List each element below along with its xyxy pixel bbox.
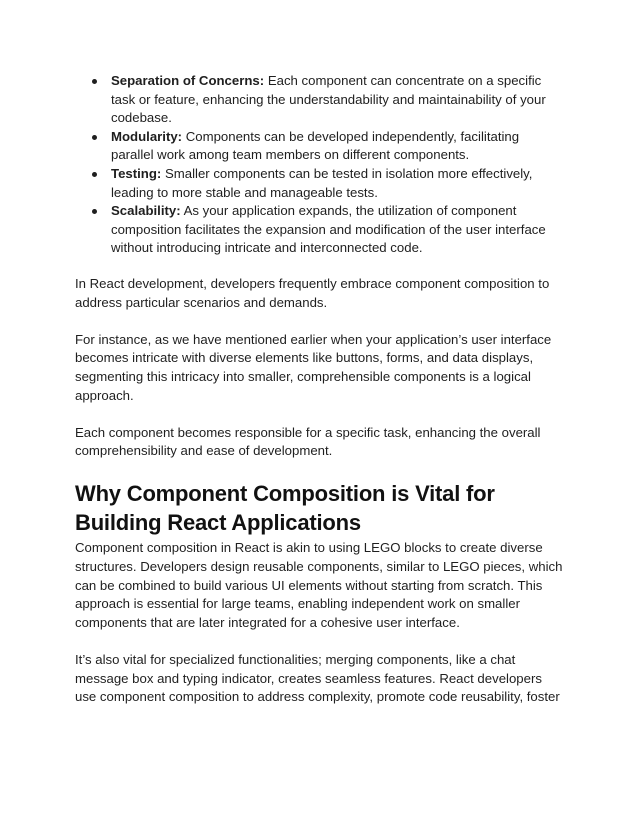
- bullet-term: Scalability:: [111, 203, 181, 219]
- page-content: [75, 72, 565, 725]
- list-item: [75, 72, 565, 128]
- list-item: [75, 128, 565, 165]
- benefits-list: [75, 72, 565, 258]
- bullet-text: Each component can concentrate on a specific task or feature, enhancing the understandability and maintainability of your codebase.: [111, 73, 546, 126]
- list-item: [75, 202, 565, 258]
- paragraph: In React development, developers frequently embrace component composition to address particular scenarios and demands.: [75, 275, 550, 310]
- bullet-icon: [92, 209, 97, 214]
- paragraph: For instance, as we have mentioned earlier when your application’s user interface becomes intricate with diverse elements like buttons, forms, and data displays, segmenting this intricacy into smaller, comprehensible components is a logical approach.: [75, 331, 552, 403]
- bullet-icon: [92, 172, 97, 177]
- bullet-text: Components can be developed independently, facilitating parallel work among team members on different components.: [111, 128, 520, 163]
- bullet-text: Smaller components can be tested in isolation more effectively, leading to more stable and manageable tests.: [111, 165, 533, 200]
- bullet-icon: [92, 79, 97, 84]
- bullet-icon: [92, 135, 97, 140]
- paragraph: Each component becomes responsible for a specific task, enhancing the overall comprehensibility and ease of development.: [75, 424, 541, 459]
- paragraph: Component composition in React is akin to using LEGO blocks to create diverse structures. Developers design reusable components, similar to LEGO pieces, which can be combined to build various UI elements without starting from scratch. This approach is essential for large teams, enabling independent work on smaller components that are later integrated for a cohesive user interface.: [75, 540, 563, 630]
- bullet-term: Modularity:: [111, 128, 183, 144]
- bullet-text: As your application expands, the utilization of component composition facilitates the expansion and modification of the user interface without introducing intricate and interconnected code.: [111, 203, 546, 256]
- list-item: [75, 165, 565, 202]
- bullet-term: Separation of Concerns:: [111, 73, 265, 88]
- section-heading: Why Component Composition is Vital for Building React Applications: [75, 481, 495, 536]
- bullet-term: Testing:: [111, 165, 162, 181]
- paragraph: It’s also vital for specialized functionalities; merging components, like a chat message box and typing indicator, creates seamless features. React developers use component composition to address complexity, promote code reusability, foster: [75, 652, 560, 705]
